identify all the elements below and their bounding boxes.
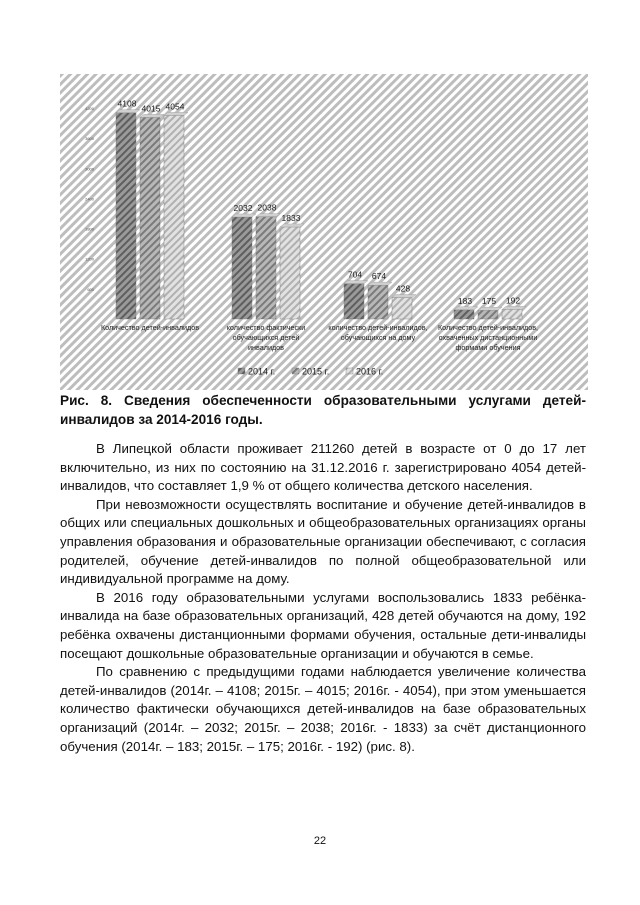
bar	[116, 113, 136, 319]
bar-top	[256, 214, 280, 217]
bar	[368, 285, 388, 319]
figure-caption: Рис. 8. Сведения обеспеченности образовательными услугами детей-инвалидов за 2014-2016 годы.	[60, 393, 586, 427]
bar	[164, 115, 184, 319]
data-label: 4015	[141, 103, 161, 114]
bar-top	[116, 110, 140, 113]
bar	[140, 117, 160, 319]
legend-label: 2016 г.	[356, 366, 384, 377]
category-label: Количество детей-инвалидов,	[437, 323, 539, 332]
y-tick-label: 4200	[85, 106, 94, 112]
y-tick-label: 3600	[85, 136, 94, 142]
chart-svg	[60, 74, 588, 390]
bar-top	[232, 214, 256, 217]
data-label: 428	[395, 283, 411, 294]
legend-label: 2014 г.	[248, 366, 276, 377]
paragraph: При невозможности осуществлять воспитание и обучение детей-инвалидов в общих или специальных дошкольных и общеобразовательных организациях органы управления образования и образовательные организации обеспечивают, с согласия родителей, обучение детей-инвалидов по полной общеобразовательной или индивидуальной программе на дому.	[60, 496, 586, 587]
paragraph: По сравнению с предыдущими годами наблюдается увеличение количества детей-инвалидов (2014г. – 4108; 2015г. – 4015; 2016г. - 4054), при этом уменьшается количество фактически обучающихся детей-инвалидов на базе образовательных организаций (2014г. – 2032; 2015г. – 2038; 2016г. - 1833) за счёт дистанционного обучения (2014г. – 183; 2015г. – 175; 2016г. - 192) (рис. 8).	[60, 664, 586, 754]
bar	[280, 227, 300, 319]
bar-top	[280, 224, 304, 227]
data-label: 704	[347, 269, 363, 280]
data-label: 192	[505, 295, 521, 306]
bar-top	[502, 306, 526, 309]
data-label: 183	[457, 295, 473, 306]
category-label: количество детей-инвалидов,	[328, 323, 428, 332]
y-tick-label: 1200	[85, 256, 94, 262]
y-tick-label: 1800	[85, 226, 94, 232]
data-label: 1833	[281, 212, 301, 223]
data-label: 4054	[165, 101, 185, 112]
y-tick-label: 600	[87, 286, 94, 292]
data-label: 2032	[233, 202, 253, 213]
data-label: 2038	[257, 202, 277, 213]
category-label: количество фактически	[226, 323, 306, 332]
bar-top	[140, 114, 164, 117]
bar-top	[454, 307, 478, 310]
bar-top	[344, 281, 368, 284]
bar	[502, 309, 522, 319]
paragraph: В Липецкой области проживает 211260 детей в возрасте от 0 до 17 лет включительно, из них по состоянию на 31.12.2016 г. зарегистрировано 4054 детей-инвалидов, что составляет 1,9 % от общего количества детского населения.	[60, 441, 586, 494]
bar	[454, 310, 474, 319]
bar	[256, 217, 276, 319]
legend-swatch	[292, 368, 299, 374]
category-label: инвалидов	[248, 343, 284, 352]
body-text	[60, 440, 586, 756]
bar-chart	[60, 74, 588, 390]
bar-top	[164, 112, 188, 115]
data-label: 674	[371, 271, 387, 282]
category-label: обучающихся детей	[232, 333, 300, 342]
bar-top	[392, 295, 416, 298]
bar-top	[478, 307, 502, 310]
page-number: 22	[313, 835, 327, 847]
legend-swatch	[238, 368, 245, 374]
paragraph: В 2016 году образовательными услугами воспользовались 1833 ребёнка-инвалида на базе образовательных организаций, 428 детей обучаются на дому, 192 ребёнка охвачены дистанционными формами обучения, остальные дети-инвалиды посещают дошкольные образовательные организации и обучаются в семье.	[60, 589, 586, 661]
legend-label: 2015 г.	[302, 366, 330, 377]
data-label: 175	[481, 296, 497, 307]
bar	[344, 284, 364, 319]
data-label: 4108	[117, 98, 137, 109]
category-label: обучающихся на дому	[340, 333, 416, 342]
y-tick-label: 2400	[85, 196, 94, 202]
bar	[392, 298, 412, 319]
bar	[232, 217, 252, 319]
y-tick-label: 3000	[85, 166, 94, 172]
bar-top	[368, 282, 392, 285]
legend-swatch	[346, 368, 353, 374]
category-label: Количество детей-инвалидов	[100, 323, 200, 332]
category-label: охваченных дистанционными	[438, 333, 538, 342]
bar	[478, 310, 498, 319]
category-label: формами обучения	[455, 343, 521, 352]
